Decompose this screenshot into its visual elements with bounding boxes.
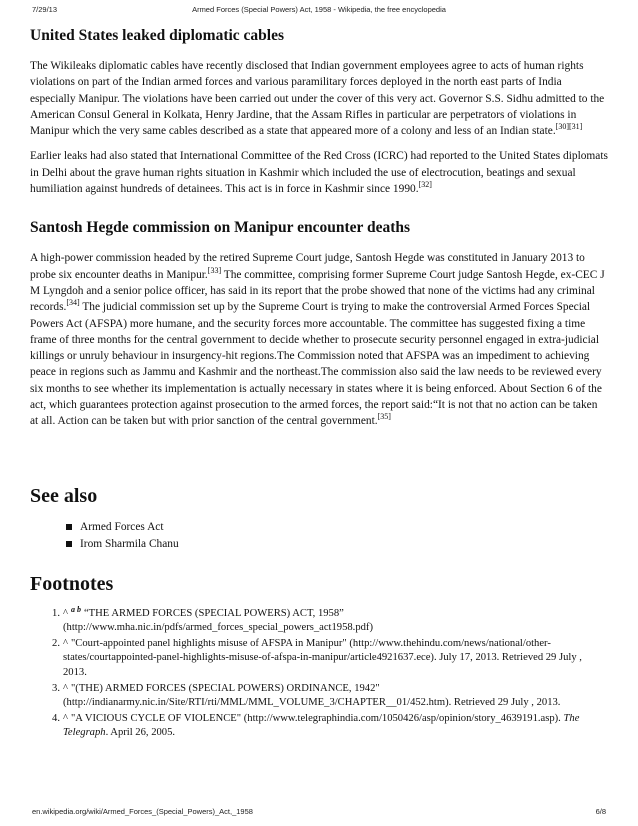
citation-34[interactable]: [34]	[66, 298, 80, 308]
footnote-item	[30, 712, 608, 741]
heading-hegde-commission: Santosh Hegde commission on Manipur encounter deaths	[30, 219, 411, 237]
bullet-square-icon	[66, 524, 72, 530]
footnote-text: "A VICIOUS CYCLE OF VIOLENCE" (http://www.telegraphindia.com/1050426/asp/opinion/story_4639191.asp).	[70, 712, 561, 724]
paragraph-us-cables-1	[30, 58, 608, 139]
print-date: 7/29/13	[32, 5, 58, 14]
paragraph-text: A high-power commission headed by the retired Supreme Court judge, Santosh Hegde was constituted in January 2013 to probe six encounter deaths in Manipur.	[30, 252, 585, 281]
heading-us-cables: United States leaked diplomatic cables	[30, 27, 285, 44]
see-also-list	[30, 519, 608, 553]
print-footer	[0, 807, 638, 819]
footnote-item	[30, 637, 608, 681]
paragraph-text: Earlier leaks had also stated that International Committee of the Red Cross (ICRC) had reported to the United States diplomats in Delhi about the grave human rights situation in Kashmir which included the use of electrocution, beatings and sexual humiliation against hundreds of detainees. This act is in force in Kashmir since 1990.	[30, 150, 608, 196]
publication-name: The Telegraph	[63, 712, 580, 739]
footnote-backlink[interactable]: ^	[63, 637, 68, 649]
footnote-number: 2.	[52, 637, 60, 649]
footnotes-list	[30, 604, 608, 741]
footnote-item	[30, 604, 608, 636]
citation-30-31[interactable]: [30][31]	[555, 122, 583, 132]
paragraph-hegde	[30, 250, 608, 429]
footnote-item	[30, 682, 608, 711]
citation-32[interactable]: [32]	[418, 180, 432, 190]
footnote-number: 1.	[52, 607, 60, 619]
paragraph-text: The committee, comprising former Supreme Court judge Santosh Hegde, ex-CEC J M Lyngdoh and a senior police officer, has said in its report that the probe showed that none of the victims had any criminal records.	[30, 268, 605, 314]
citation-33[interactable]: [33]	[207, 265, 222, 275]
see-also-link[interactable]: Armed Forces Act	[80, 520, 164, 533]
see-also-link[interactable]: Irom Sharmila Chanu	[80, 537, 179, 550]
footnote-backlink[interactable]: ^	[63, 607, 68, 619]
footnote-text: “THE ARMED FORCES (SPECIAL POWERS) ACT, 1958” (http://www.mha.nic.in/pdfs/armed_forces_special_powers_act1958.pdf)	[63, 607, 373, 634]
heading-footnotes: Footnotes	[30, 572, 114, 595]
footnote-backlink[interactable]: ^	[63, 682, 68, 694]
bullet-square-icon	[66, 541, 72, 547]
paragraph-text: The judicial commission set up by the Supreme Court is trying to make the controversial Armed Forces Special Powers Act (AFSPA) more humane, and the security forces more accountable. The committee has suggested fixing a time frame of three months for the central government to decide whether to prosecute security personnel engaged in extra-judicial killings or unruly behaviour in insurgency-hit regions.The Commission noted that AFSPA was an impediment to achieving peace in regions such as Jammu and Kashmir and the northeast.The commission also said the law needs to be reviewed every six months to see whether its implementation is actually necessary in states where it is being enforced. About Section 6 of the act, which guarantees protection against prosecution to the armed forces, the report said:“It is not that no action can be taken at all. Action can be taken but with prior sanction of the central government.	[30, 301, 602, 428]
paragraph-us-cables-2	[30, 148, 608, 197]
footnote-text: "(THE) ARMED FORCES (SPECIAL POWERS) ORDINANCE, 1942" (http://indianarmy.nic.in/Site/RTI/rti/MML/MML_VOLUME_3/CHAPTER__01/452.htm). Retrieved 29 July , 2013.	[63, 682, 561, 709]
footnote-number: 3.	[52, 682, 60, 694]
citation-35[interactable]: [35]	[377, 412, 391, 422]
print-page-title: Armed Forces (Special Powers) Act, 1958 - Wikipedia, the free encyclopedia	[192, 5, 446, 14]
footnote-backlink[interactable]: ^	[63, 712, 68, 724]
paragraph-text: The Wikileaks diplomatic cables have recently disclosed that Indian government employees agree to acts of human rights violations on part of the Indian armed forces and various paramilitary forces deployed in the north east parts of India especially Manipur. The violations have been carried out under the cover of this very act. Governor S.S. Sidhu admitted to the American Consul General in Kolkata, Henry Jardine, that the Assam Rifles in particular are perpetrators of violations in Manipur which the very same cables described as a state that appeared more of a colony and less of an Indian state.	[30, 60, 605, 138]
see-also-item[interactable]	[66, 519, 608, 536]
print-header	[0, 5, 638, 17]
print-page-number: 6/8	[595, 807, 606, 816]
see-also-item[interactable]	[66, 536, 608, 553]
footnote-tail: . April 26, 2005.	[105, 727, 176, 739]
article-content	[30, 26, 608, 742]
heading-see-also: See also	[30, 484, 98, 507]
footnote-backlink-ab[interactable]: a b	[70, 604, 81, 614]
footnote-text: "Court-appointed panel highlights misuse of AFSPA in Manipur" (http://www.thehindu.com/news/national/other-states/courtappointed-panel-highlights-misuse-of-afspa-in-manipur/article4921637.ece). July 17, 2013. Retrieved 29 July , 2013.	[63, 637, 582, 679]
print-url: en.wikipedia.org/wiki/Armed_Forces_(Special_Powers)_Act,_1958	[32, 807, 253, 816]
footnote-number: 4.	[52, 712, 60, 724]
